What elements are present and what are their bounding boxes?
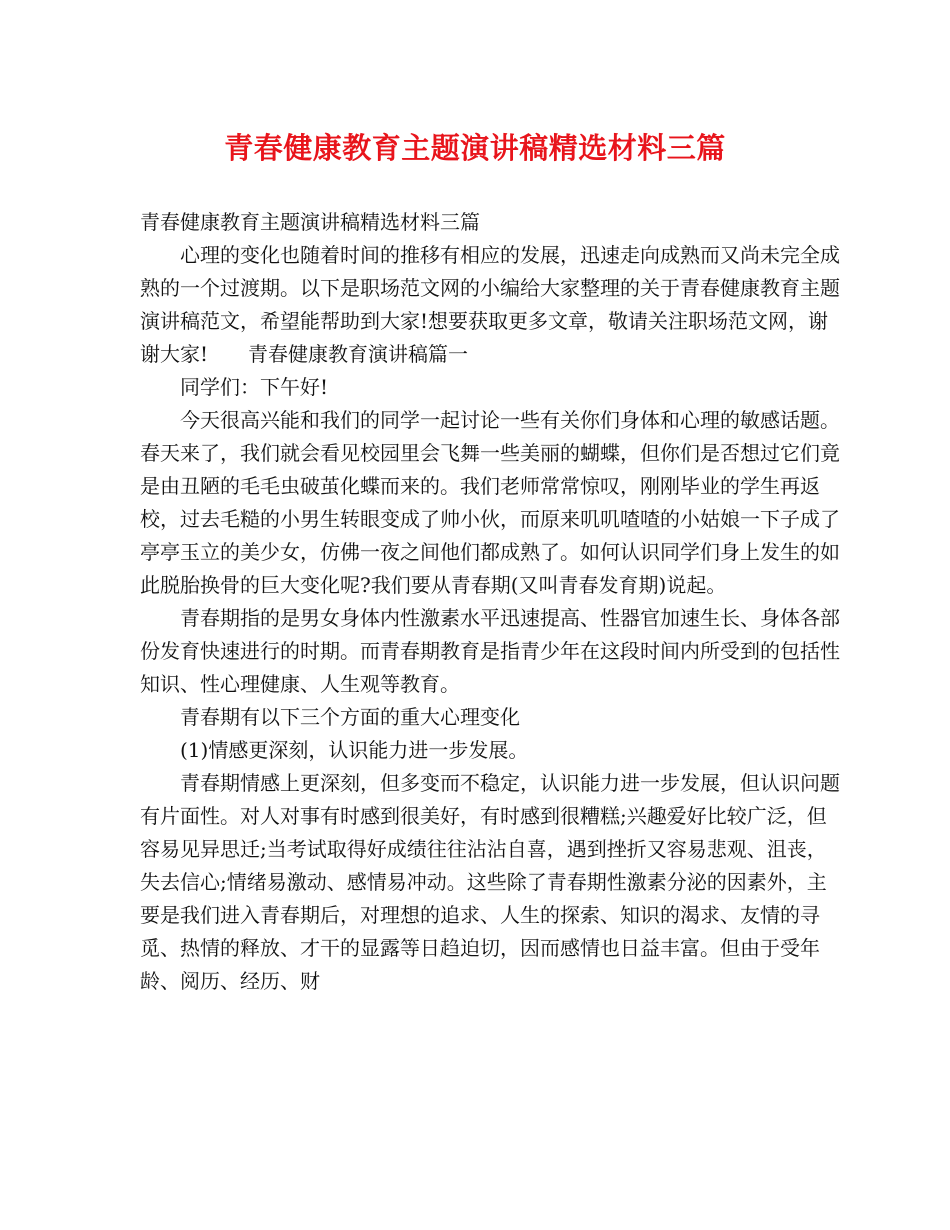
paragraph-greeting: 同学们：下午好! xyxy=(180,375,329,399)
paragraph-intro: 心理的变化也随着时间的推移有相应的发展，迅速走向成熟而又尚未完全成熟的一个过渡期。以下是职场范文网的小编给大家整理的关于青春健康教育主题演讲稿范文，希望能帮助到大家!想要获取更多文章，敬请关注职场范文网，谢谢大家! 青春健康教育演讲稿篇一 xyxy=(140,243,840,366)
paragraph-subtitle: 青春健康教育主题演讲稿精选材料三篇 xyxy=(140,210,480,234)
document-title: 青春健康教育主题演讲稿精选材料三篇 xyxy=(224,131,726,165)
document-body xyxy=(140,206,840,998)
paragraph-definition: 青春期指的是男女身体内性激素水平迅速提高、性器官加速生长、身体各部份发育快速进行的时期。而青春期教育是指青少年在这段时间内所受到的包括性知识、性心理健康、人生观等教育。 xyxy=(140,606,840,696)
paragraph-opening: 今天很高兴能和我们的同学一起讨论一些有关你们身体和心理的敏感话题。春天来了，我们就会看见校园里会飞舞一些美丽的蝴蝶，但你们是否想过它们竟是由丑陋的毛毛虫破茧化蝶而来的。我们老师常常惊叹，刚刚毕业的学生再返校，过去毛糙的小男生转眼变成了帅小伙，而原来叽叽喳喳的小姑娘一下子成了亭亭玉立的美少女，仿佛一夜之间他们都成熟了。如何认识同学们身上发生的如此脱胎换骨的巨大变化呢?我们要从青春期(又叫青春发育期)说起。 xyxy=(140,408,840,597)
paragraph-changes-heading: 青春期有以下三个方面的重大心理变化 xyxy=(180,705,520,729)
paragraph-item-1-detail: 青春期情感上更深刻，但多变而不稳定，认识能力进一步发展，但认识问题有片面性。对人对事有时感到很美好，有时感到很糟糕;兴趣爱好比较广泛，但容易见异思迁;当考试取得好成绩往往沾沾自喜，遇到挫折又容易悲观、沮丧，失去信心;情绪易激动、感情易冲动。这些除了青春期性激素分泌的因素外，主要是我们进入青春期后，对理想的追求、人生的探索、知识的渴求、友情的寻觅、热情的释放、才干的显露等日趋迫切，因而感情也日益丰富。但由于受年龄、阅历、经历、财 xyxy=(140,771,840,993)
paragraph-item-1: (1)情感更深刻，认识能力进一步发展。 xyxy=(180,738,529,762)
